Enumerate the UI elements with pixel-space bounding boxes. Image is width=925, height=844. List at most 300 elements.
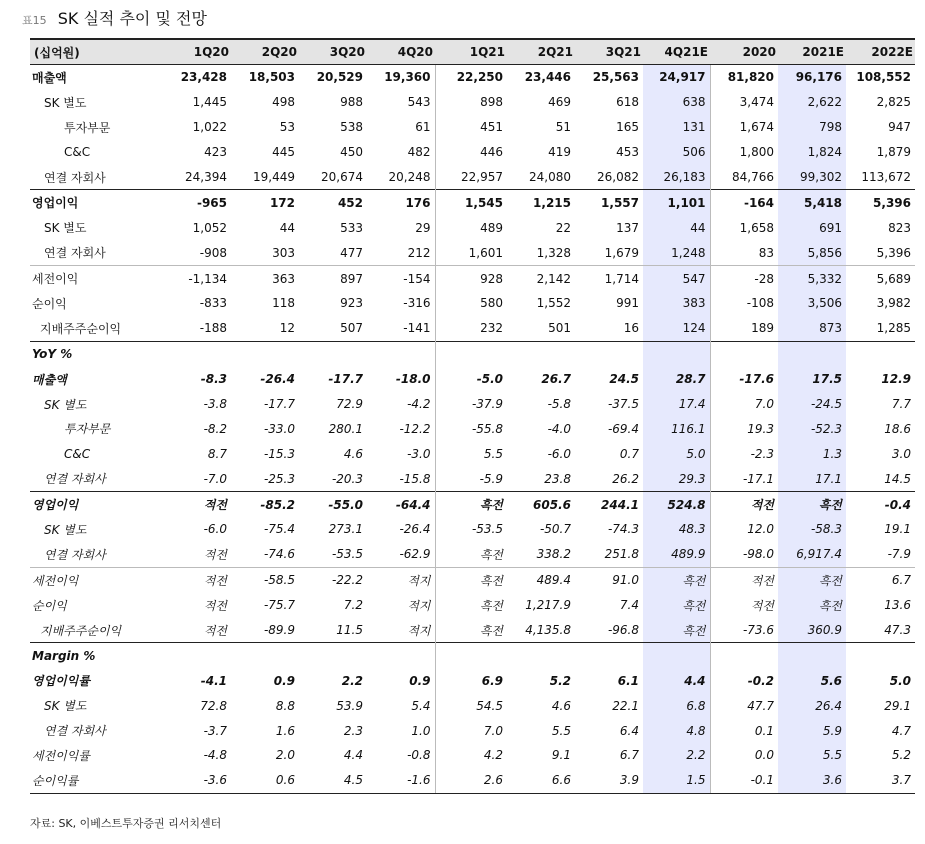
table-cell: 흑전 xyxy=(435,618,507,643)
table-cell: 5.4 xyxy=(411,698,431,713)
empty-cell xyxy=(507,643,575,668)
empty-cell xyxy=(299,643,367,668)
table-cell: 172 xyxy=(231,190,299,215)
table-cell: 29 xyxy=(415,220,431,235)
table-row xyxy=(30,90,915,115)
table-row xyxy=(30,743,915,768)
table-row xyxy=(30,291,915,316)
table-cell: 11.5 xyxy=(336,623,363,638)
table-cell: 29.3 xyxy=(643,466,710,491)
table-cell: 638 xyxy=(643,90,710,115)
table-cell: -15.8 xyxy=(399,471,431,486)
table-cell: 19.1 xyxy=(884,522,911,537)
table-cell: 452 xyxy=(299,190,367,215)
table-cell: 20,248 xyxy=(388,170,431,184)
row-label: 투자부문 xyxy=(64,422,111,437)
table-cell: -73.6 xyxy=(710,618,778,643)
table-cell: 137 xyxy=(616,220,639,235)
table-cell: -4.2 xyxy=(407,397,431,412)
table-cell: 7.7 xyxy=(891,397,911,412)
table-cell: 91.0 xyxy=(575,567,643,592)
table-cell: 흑전 xyxy=(435,567,507,592)
table-cell: -4.8 xyxy=(203,748,227,763)
table-cell: -12.2 xyxy=(399,421,431,436)
table-cell: 251.8 xyxy=(604,547,639,562)
table-cell: 18,503 xyxy=(248,70,295,85)
table-cell: 12.0 xyxy=(710,517,778,542)
table-cell: 176 xyxy=(367,190,435,215)
table-cell: 3.9 xyxy=(575,768,643,793)
table-cell: 3,474 xyxy=(710,90,778,115)
table-cell: 5.2 xyxy=(891,748,911,763)
table-cell: 108,552 xyxy=(856,70,911,85)
table-cell: 22.1 xyxy=(612,698,639,713)
table-cell: 3.0 xyxy=(891,446,911,461)
empty-cell xyxy=(846,341,915,366)
table-cell: 897 xyxy=(299,266,367,291)
table-cell: 244.1 xyxy=(575,492,643,517)
table-cell: 47.3 xyxy=(884,623,911,638)
table-cell: -6.0 xyxy=(203,522,227,537)
table-cell: 17.5 xyxy=(778,367,846,392)
table-cell: 44 xyxy=(279,220,295,235)
row-label: 세전이익 xyxy=(30,567,163,592)
empty-cell xyxy=(231,341,299,366)
table-cell: 흑전 xyxy=(435,542,507,567)
table-cell: 4.4 xyxy=(643,668,710,693)
table-cell: -58.5 xyxy=(231,567,299,592)
row-label: 영업이익 xyxy=(30,492,163,517)
table-cell: 8.8 xyxy=(275,698,295,713)
table-caption xyxy=(22,6,207,32)
table-cell: 25,563 xyxy=(592,70,639,85)
table-number: 표15 xyxy=(22,14,47,27)
table-cell: 17.4 xyxy=(643,392,710,417)
table-cell: 5.9 xyxy=(778,718,846,743)
table-row xyxy=(30,668,915,693)
table-cell: 3,982 xyxy=(876,296,911,311)
table-cell: 113,672 xyxy=(861,170,911,184)
column-header: 3Q20 xyxy=(299,39,367,65)
table-cell: 988 xyxy=(340,95,363,110)
table-cell: 446 xyxy=(435,140,507,165)
table-cell: -28 xyxy=(710,266,778,291)
table-cell: 12.9 xyxy=(881,372,911,387)
table-cell: 0.7 xyxy=(619,446,639,461)
table-cell: 2.2 xyxy=(643,743,710,768)
table-cell: 적전 xyxy=(163,567,231,592)
table-cell: 0.9 xyxy=(273,673,295,688)
table-cell: 적전 xyxy=(203,623,227,638)
row-label: 연결 자회사 xyxy=(44,170,106,185)
table-cell: 5,418 xyxy=(778,190,846,215)
table-cell: -5.0 xyxy=(435,367,507,392)
table-row xyxy=(30,190,915,215)
table-cell: -908 xyxy=(199,245,227,260)
table-cell: 적지 xyxy=(367,567,435,592)
row-label: 매출액 xyxy=(32,372,67,387)
table-cell: -37.9 xyxy=(435,392,507,417)
table-cell: 363 xyxy=(231,266,299,291)
table-cell: 1.0 xyxy=(411,723,431,738)
table-cell: 1.3 xyxy=(778,441,846,466)
table-cell: 6.7 xyxy=(619,748,639,763)
table-cell: 538 xyxy=(340,120,363,135)
table-cell: -17.7 xyxy=(328,372,363,387)
table-cell: 18.6 xyxy=(884,421,911,436)
table-row xyxy=(30,618,915,643)
table-cell: -108 xyxy=(710,291,778,316)
table-cell: -0.2 xyxy=(710,668,778,693)
table-cell: 4.4 xyxy=(343,748,363,763)
table-cell: 24,394 xyxy=(185,170,227,184)
row-label: 지배주주순이익 xyxy=(40,321,122,336)
table-cell: 3.7 xyxy=(846,768,915,793)
table-cell: -75.7 xyxy=(263,598,295,613)
table-row xyxy=(30,215,915,240)
row-label: SK 별도 xyxy=(44,221,87,236)
table-cell: 273.1 xyxy=(328,522,363,537)
table-cell: 17.1 xyxy=(778,466,846,491)
empty-cell xyxy=(507,341,575,366)
table-row xyxy=(30,65,915,90)
table-cell: 7.2 xyxy=(343,598,363,613)
table-cell: -3.6 xyxy=(163,768,231,793)
table-cell: 547 xyxy=(643,266,710,291)
table-cell: 20,674 xyxy=(321,170,363,184)
table-row xyxy=(30,441,915,466)
table-cell: -141 xyxy=(403,321,431,336)
table-row xyxy=(30,492,915,517)
table-cell: 1,285 xyxy=(876,321,911,336)
table-cell: 0.1 xyxy=(710,718,778,743)
table-cell: 423 xyxy=(204,145,227,160)
table-cell: 23,446 xyxy=(524,70,571,85)
table-cell: 6,917.4 xyxy=(778,542,846,567)
table-cell: -8.3 xyxy=(200,372,227,387)
table-cell: 흑전 xyxy=(643,618,710,643)
table-cell: 533 xyxy=(340,220,363,235)
table-cell: 3.6 xyxy=(778,768,846,793)
empty-cell xyxy=(231,643,299,668)
table-cell: 8.7 xyxy=(207,446,227,461)
table-cell: 6.9 xyxy=(435,668,507,693)
table-cell: 29.1 xyxy=(884,698,911,713)
table-cell: 543 xyxy=(407,95,431,110)
table-cell: 131 xyxy=(643,115,710,140)
table-cell: 5,396 xyxy=(876,245,911,260)
table-row xyxy=(30,392,915,417)
table-cell: -1,134 xyxy=(163,266,231,291)
row-label: 세전이익 xyxy=(30,266,163,291)
table-cell: 48.3 xyxy=(643,517,710,542)
column-header: 2Q20 xyxy=(231,39,299,65)
table-cell: 흑전 xyxy=(435,593,507,618)
table-cell: 338.2 xyxy=(536,547,571,562)
table-cell: 1,679 xyxy=(604,245,639,260)
empty-cell xyxy=(435,643,507,668)
table-cell: 1.5 xyxy=(643,768,710,793)
table-cell: -98.0 xyxy=(710,542,778,567)
table-cell: 흑전 xyxy=(643,567,710,592)
table-cell: 212 xyxy=(407,245,431,260)
empty-cell xyxy=(710,341,778,366)
table-cell: 22 xyxy=(555,220,571,235)
table-cell: 469 xyxy=(548,95,571,110)
table-cell: 47.7 xyxy=(710,693,778,718)
table-cell: 2.0 xyxy=(275,748,295,763)
table-cell: 4.5 xyxy=(299,768,367,793)
empty-cell xyxy=(367,341,435,366)
table-row xyxy=(30,517,915,542)
table-cell: 26,183 xyxy=(643,165,710,190)
table-cell: 6.7 xyxy=(846,567,915,592)
table-cell: 26,082 xyxy=(597,170,639,184)
table-cell: 280.1 xyxy=(328,421,363,436)
table-cell: 72.8 xyxy=(200,698,227,713)
row-label: 순이익 xyxy=(32,296,67,311)
table-row xyxy=(30,240,915,265)
section-title: YoY % xyxy=(30,341,163,366)
table-cell: 0.9 xyxy=(409,673,431,688)
table-cell: 흑전 xyxy=(778,492,846,517)
table-cell: 116.1 xyxy=(643,416,710,441)
table-cell: 501 xyxy=(548,321,571,336)
table-cell: 1,248 xyxy=(643,240,710,265)
table-cell: 6.8 xyxy=(643,693,710,718)
table-cell: 흑전 xyxy=(778,567,846,592)
table-cell: -5.8 xyxy=(547,397,571,412)
table-cell: -20.3 xyxy=(331,471,363,486)
table-cell: 83 xyxy=(710,240,778,265)
table-row xyxy=(30,466,915,491)
table-cell: 1,101 xyxy=(643,190,710,215)
table-cell: 2.6 xyxy=(435,768,507,793)
table-cell: 24,080 xyxy=(529,170,571,184)
table-cell: 1,557 xyxy=(575,190,643,215)
table-cell: 0.0 xyxy=(710,743,778,768)
table-cell: -4.0 xyxy=(547,421,571,436)
table-cell: 53 xyxy=(279,120,295,135)
table-cell: -15.3 xyxy=(263,446,295,461)
column-header: 2020 xyxy=(710,39,778,65)
table-cell: 1,601 xyxy=(435,240,507,265)
table-cell: 1,545 xyxy=(435,190,507,215)
table-cell: -37.5 xyxy=(607,397,639,412)
table-cell: 2.2 xyxy=(341,673,363,688)
table-cell: 96,176 xyxy=(778,65,846,90)
table-cell: -7.0 xyxy=(203,471,227,486)
table-cell: 489 xyxy=(435,215,507,240)
table-cell: 2.3 xyxy=(343,723,363,738)
row-label: 순이익 xyxy=(32,598,67,613)
empty-cell xyxy=(778,643,846,668)
table-cell: -24.5 xyxy=(778,392,846,417)
table-row xyxy=(30,567,915,592)
empty-cell xyxy=(846,643,915,668)
table-cell: -965 xyxy=(163,190,231,215)
table-cell: 5.0 xyxy=(643,441,710,466)
table-cell: 124 xyxy=(643,316,710,341)
row-label: 연결 자회사 xyxy=(44,246,106,261)
table-title: SK 실적 추이 및 전망 xyxy=(57,9,207,28)
empty-cell xyxy=(367,643,435,668)
table-cell: -154 xyxy=(367,266,435,291)
row-label: 투자부문 xyxy=(64,120,111,135)
table-cell: 4.6 xyxy=(343,446,363,461)
row-label: 연결 자회사 xyxy=(44,724,106,739)
empty-cell xyxy=(163,643,231,668)
table-cell: -50.7 xyxy=(539,522,571,537)
table-cell: 0.6 xyxy=(231,768,299,793)
table-row xyxy=(30,542,915,567)
table-cell: 498 xyxy=(272,95,295,110)
column-header: 2Q21 xyxy=(507,39,575,65)
table-cell: -3.0 xyxy=(407,446,431,461)
table-cell: -85.2 xyxy=(231,492,299,517)
row-label: SK 별도 xyxy=(44,397,87,412)
table-cell: 360.9 xyxy=(778,618,846,643)
table-cell: 적전 xyxy=(710,492,778,517)
table-cell: 6.1 xyxy=(617,673,639,688)
table-cell: 72.9 xyxy=(336,397,363,412)
row-label: 연결 자회사 xyxy=(44,547,106,562)
table-cell: 4.8 xyxy=(643,718,710,743)
table-cell: -6.0 xyxy=(547,446,571,461)
table-cell: 19,360 xyxy=(384,70,431,85)
section-header-row xyxy=(30,643,915,668)
table-row xyxy=(30,316,915,341)
table-row xyxy=(30,693,915,718)
table-cell: 3,506 xyxy=(778,291,846,316)
table-cell: -26.4 xyxy=(260,372,295,387)
table-cell: -316 xyxy=(403,296,431,311)
table-cell: 13.6 xyxy=(884,598,911,613)
table-cell: 798 xyxy=(778,115,846,140)
table-cell: -53.5 xyxy=(435,517,507,542)
table-row xyxy=(30,593,915,618)
table-cell: -0.4 xyxy=(846,492,915,517)
table-cell: 524.8 xyxy=(643,492,710,517)
table-cell: -25.3 xyxy=(263,471,295,486)
table-cell: 9.1 xyxy=(551,748,571,763)
table-cell: -8.2 xyxy=(203,421,227,436)
table-row xyxy=(30,768,915,793)
table-cell: -69.4 xyxy=(607,421,639,436)
table-cell: -17.7 xyxy=(263,397,295,412)
table-cell: 383 xyxy=(643,291,710,316)
table-cell: 흑전 xyxy=(778,593,846,618)
table-cell: 1,552 xyxy=(536,296,571,311)
empty-cell xyxy=(643,643,710,668)
row-label: 영업이익 xyxy=(30,190,163,215)
table-cell: -26.4 xyxy=(399,522,431,537)
table-cell: 618 xyxy=(616,95,639,110)
table-cell: 1,328 xyxy=(536,245,571,260)
table-cell: -75.4 xyxy=(263,522,295,537)
table-cell: -17.6 xyxy=(710,367,778,392)
table-cell: -833 xyxy=(199,296,227,311)
table-cell: 5.5 xyxy=(551,723,571,738)
table-cell: -3.8 xyxy=(203,397,227,412)
table-cell: 1,052 xyxy=(192,220,227,235)
table-cell: 823 xyxy=(888,220,911,235)
table-cell: 923 xyxy=(340,296,363,311)
column-header: 2022E xyxy=(846,39,915,65)
table-cell: 450 xyxy=(340,145,363,160)
empty-cell xyxy=(163,341,231,366)
table-cell: -188 xyxy=(199,321,227,336)
empty-cell xyxy=(435,341,507,366)
row-label: SK 별도 xyxy=(44,522,87,537)
empty-cell xyxy=(643,341,710,366)
table-cell: 6.6 xyxy=(507,768,575,793)
table-cell: 928 xyxy=(435,266,507,291)
table-cell: 580 xyxy=(435,291,507,316)
table-cell: 84,766 xyxy=(710,165,778,190)
table-cell: 482 xyxy=(407,145,431,160)
table-cell: 1,800 xyxy=(710,140,778,165)
table-cell: 5.2 xyxy=(549,673,571,688)
row-label: SK 별도 xyxy=(44,699,87,714)
table-cell: -18.0 xyxy=(395,372,431,387)
table-cell: 12 xyxy=(279,321,295,336)
table-cell: -58.3 xyxy=(778,517,846,542)
table-cell: 19.3 xyxy=(710,416,778,441)
table-row xyxy=(30,718,915,743)
table-cell: 4.7 xyxy=(891,723,911,738)
table-cell: 5,332 xyxy=(778,266,846,291)
table-cell: 489.4 xyxy=(507,567,575,592)
row-label: 세전이익률 xyxy=(32,748,90,763)
table-cell: 54.5 xyxy=(435,693,507,718)
empty-cell xyxy=(575,341,643,366)
table-cell: 24.5 xyxy=(609,372,639,387)
table-body xyxy=(30,65,915,794)
table-cell: -3.7 xyxy=(203,723,227,738)
table-cell: 2,622 xyxy=(778,90,846,115)
table-cell: 14.5 xyxy=(884,471,911,486)
table-cell: -33.0 xyxy=(263,421,295,436)
table-cell: 691 xyxy=(778,215,846,240)
table-cell: 적전 xyxy=(710,567,778,592)
table-cell: -64.4 xyxy=(367,492,435,517)
table-cell: -52.3 xyxy=(778,416,846,441)
table-cell: -164 xyxy=(710,190,778,215)
table-cell: 24,917 xyxy=(643,65,710,90)
table-cell: 22,250 xyxy=(435,65,507,90)
table-cell: -89.9 xyxy=(263,623,295,638)
table-cell: 22,957 xyxy=(435,165,507,190)
table-cell: 26.4 xyxy=(778,693,846,718)
table-cell: 5,856 xyxy=(778,240,846,265)
table-cell: 445 xyxy=(272,145,295,160)
table-row xyxy=(30,165,915,190)
table-cell: -5.9 xyxy=(435,466,507,491)
table-cell: 898 xyxy=(435,90,507,115)
table-cell: 7.0 xyxy=(435,718,507,743)
column-header: 4Q20 xyxy=(367,39,435,65)
table-cell: 506 xyxy=(643,140,710,165)
table-cell: -62.9 xyxy=(399,547,431,562)
table-cell: -0.1 xyxy=(710,768,778,793)
table-cell: 적전 xyxy=(203,547,227,562)
table-cell: 1,217.9 xyxy=(525,598,571,613)
table-cell: -74.3 xyxy=(607,522,639,537)
row-label: 매출액 xyxy=(32,70,67,85)
table-cell: -7.9 xyxy=(887,547,911,562)
column-header: 1Q21 xyxy=(435,39,507,65)
